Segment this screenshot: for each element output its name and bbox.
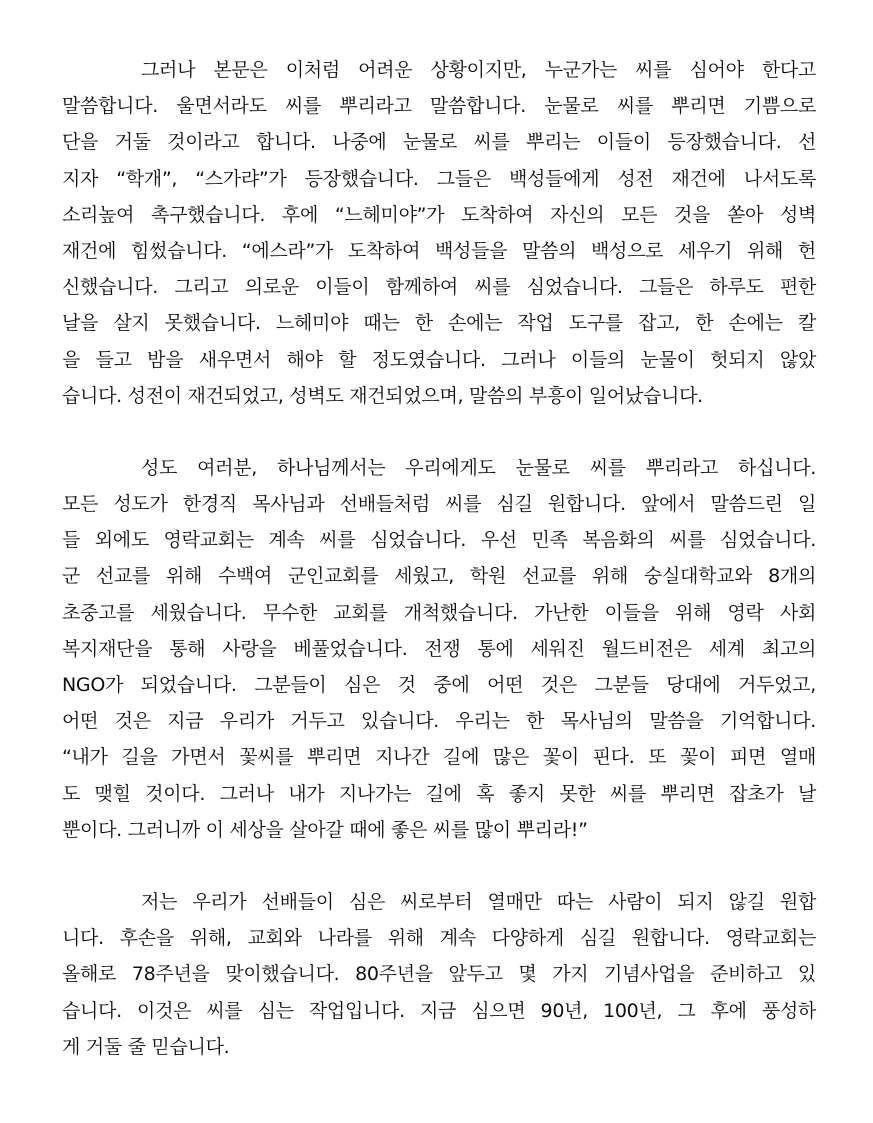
text-line: 게 거둘 줄 믿습니다.	[62, 1035, 230, 1058]
text-line: 지자 “학개”, “스가랴”가 등장했습니다. 그들은 백성들에게 성전 재건에 나서도록	[62, 167, 816, 190]
document-page	[62, 52, 816, 1065]
paragraph-1	[62, 52, 816, 414]
text-line: 군 선교를 위해 수백여 군인교회를 세웠고, 학원 선교를 위해 숭실대학교와 8개의	[62, 565, 816, 588]
text-line: 올해로 78주년을 맞이했습니다. 80주년을 앞두고 몇 가지 기념사업을 준비하고 있	[62, 963, 816, 986]
text-line: 신했습니다. 그리고 의로운 이들이 함께하여 씨를 심었습니다. 그들은 하루도 편한	[62, 276, 816, 299]
text-line: 복지재단을 통해 사랑을 베풀었습니다. 전쟁 통에 세워진 월드비전은 세계 최고의	[62, 637, 816, 660]
paragraph-3	[62, 884, 816, 1065]
text-line: 말씀합니다. 울면서라도 씨를 뿌리라고 말씀합니다. 눈물로 씨를 뿌리면 기쁨으로	[62, 95, 816, 118]
text-line: “내가 길을 가면서 꽃씨를 뿌리면 지나간 길에 많은 꽃이 핀다. 또 꽃이 피면 열매	[62, 746, 816, 769]
text-line: 을 들고 밤을 새우면서 해야 할 정도였습니다. 그러나 이들의 눈물이 헛되지 않았	[62, 348, 816, 371]
paragraph-gap	[62, 414, 816, 450]
paragraph-gap	[62, 848, 816, 884]
text-line: NGO가 되었습니다. 그분들이 심은 것 중에 어떤 것은 그분들 당대에 거두었고,	[62, 674, 816, 696]
text-line: 그러나 본문은 이처럼 어려운 상황이지만, 누군가는 씨를 심어야 한다고	[141, 59, 816, 81]
text-line: 성도 여러분, 하나님께서는 우리에게도 눈물로 씨를 뿌리라고 하십니다.	[141, 456, 816, 479]
text-line: 어떤 것은 지금 우리가 거두고 있습니다. 우리는 한 목사님의 말씀을 기억합니다.	[62, 710, 816, 733]
text-line: 모든 성도가 한경직 목사님과 선배들처럼 씨를 심길 원합니다. 앞에서 말씀드린 일	[62, 493, 816, 516]
text-line: 단을 거둘 것이라고 합니다. 나중에 눈물로 씨를 뿌리는 이들이 등장했습니다. 선	[62, 131, 816, 154]
text-line: 들 외에도 영락교회는 계속 씨를 심었습니다. 우선 민족 복음화의 씨를 심었습니다.	[62, 529, 816, 552]
text-line: 뿐이다. 그러니까 이 세상을 살아갈 때에 좋은 씨를 많이 뿌리라!”	[62, 818, 588, 841]
text-line: 소리높여 촉구했습니다. 후에 “느헤미야”가 도착하여 자신의 모든 것을 쏟아 성벽	[62, 203, 816, 226]
text-line: 초중고를 세웠습니다. 무수한 교회를 개척했습니다. 가난한 이들을 위해 영락 사회	[62, 601, 816, 624]
text-line: 습니다. 이것은 씨를 심는 작업입니다. 지금 심으면 90년, 100년, 그 후에 풍성하	[62, 999, 816, 1022]
paragraph-2	[62, 450, 816, 848]
text-line: 날을 살지 못했습니다. 느헤미야 때는 한 손에는 작업 도구를 잡고, 한 손에는 칼	[62, 312, 816, 335]
text-line: 저는 우리가 선배들이 심은 씨로부터 열매만 따는 사람이 되지 않길 원합	[141, 890, 816, 913]
text-line: 니다. 후손을 위해, 교회와 나라를 위해 계속 다양하게 심길 원합니다. 영락교회는	[62, 927, 816, 950]
text-line: 습니다. 성전이 재건되었고, 성벽도 재건되었으며, 말씀의 부흥이 일어났습니다.	[62, 384, 703, 407]
text-line: 재건에 힘썼습니다. “에스라”가 도착하여 백성들을 말씀의 백성으로 세우기 위해 헌	[62, 239, 816, 262]
text-line: 도 맺힐 것이다. 그러나 내가 지나가는 길에 혹 좋지 못한 씨를 뿌리면 잡초가 날	[62, 782, 816, 805]
